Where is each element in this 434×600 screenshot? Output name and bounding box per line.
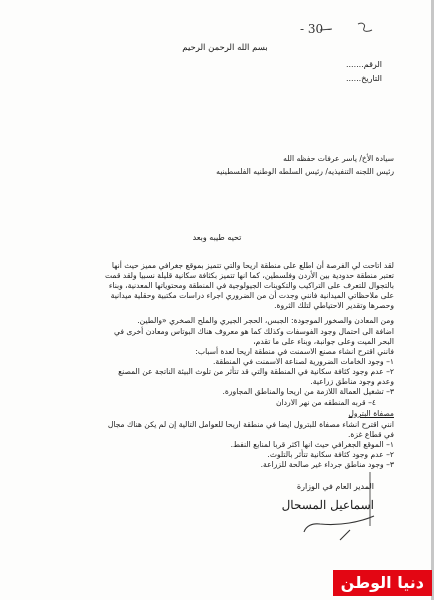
body-line: بالتجوال للتعرف على التراكيب والتكوينات الجيولوجية في المنطقة ومحتوياتها المعدنية، وبناء [108, 281, 394, 290]
body-line: وحصرها وتقدير الاحتياطي لتلك الثروة. [274, 301, 394, 310]
page-number-scribble [318, 20, 378, 34]
body-line: ٢– عدم وجود كثافة سكانية في المنطقة والتي قد تتأثر من تلوث البيئة الناتجة عن المصنع [118, 367, 394, 376]
body-line: ٤– قربه المنطقه من نهر الاردان [275, 398, 376, 407]
refinery-heading: مصفاة البترول [348, 409, 394, 418]
body-line: ٣– تشغيل العمالة اللازمة من اريحا والمناطق المجاورة. [222, 387, 394, 396]
body-line: تعتبر منطقة حدودية بين الأردن وفلسطين، كما انها تتميز بكثافة سكانية قليلة نسبيا ولقد قمت [104, 271, 394, 280]
body-line: البحر الميت وعلى جوانبة، وبناء على ما تقدم، [253, 337, 394, 346]
body-line: وعدم وجود مناطق زراعية. [310, 377, 394, 386]
refinery-line: ٣– وجود مناطق جرداء غير صالحة للزراعة. [260, 460, 394, 469]
body-line: لقد اتاحت لي الفرصة أن اطلع على منطقة اريحا والتي تتميز بموقع جغرافي مميز حيث أنها [111, 261, 394, 270]
page-number: - 30 - [300, 22, 332, 36]
date-label: التاريخ...... [345, 74, 382, 83]
ref-number-label: الرقم....... [345, 60, 382, 69]
refinery-line: في قطاع غزة. [347, 430, 394, 439]
greeting: تحيه طيبه وبعد [192, 233, 242, 242]
body-line: اضافة الى احتمال وجود الفوسفات وكذلك كما هو معروف هناك البوتاس ومعادن أخرى في [113, 327, 394, 336]
basmala: بسم الله الرحمن الرحيم [182, 43, 268, 53]
recipient-line-1: سيادة الأخ/ ياسر عرفات حفظه الله [283, 154, 394, 163]
body-line: ومن المعادن والصخور الموجودة: الجبس، الحجر الجيري والملح الصخري «والطين. [137, 316, 394, 325]
refinery-line: ١– الموقع الجغرافي حيث انها اكثر قربا لمنابع النفط. [230, 440, 394, 449]
body-line: على ملاحظاتي الميدانية فانني وجدت أن من الضروري اجراء دراسات مكتبية وحقلية ميدانية [110, 291, 394, 300]
body-line: فانني اقترح انشاء مصنع الاسمنت في منطقة اريحا لعدة أسباب: [195, 347, 394, 356]
signature-stroke [300, 512, 380, 542]
signatory-name: اسماعيل المسحال [281, 498, 374, 512]
recipient-line-2: رئيس اللجنه التنفيذيه/ رئيس السلطه الوطنيه الفلسطينيه [216, 167, 394, 176]
body-line: ١– وجود الخامات الضرورية لصناعة الاسمنت في المنطقة. [212, 357, 394, 366]
refinery-line: انني اقترح انشاء مصفاة للبترول ايضا في منطقة اريحا للعوامل التالية إن لم يكن هناك مجال [107, 420, 394, 429]
signatory-title: المدير العام في الوزارة [296, 482, 374, 491]
watermark-logo: دنيا الوطن [333, 570, 432, 596]
refinery-line: ٢– عدم وجود كثافة سكانية تتأثر بالتلوث. [267, 450, 394, 459]
